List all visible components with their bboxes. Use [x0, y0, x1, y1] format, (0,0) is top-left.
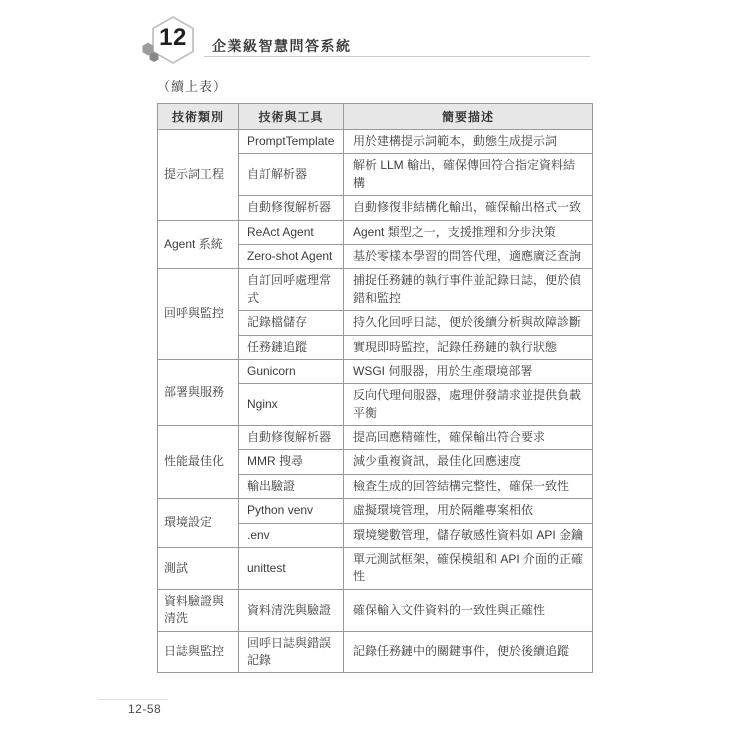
tool-cell: 輸出驗證: [239, 474, 344, 498]
tool-cell: 自訂回呼處理常式: [239, 269, 344, 311]
category-cell: 環境設定: [158, 499, 239, 548]
tool-cell: .env: [239, 523, 344, 547]
description-cell: 解析 LLM 輸出，確保傳回符合指定資料結構: [344, 154, 593, 196]
tool-cell: Zero-shot Agent: [239, 244, 344, 268]
tool-cell: 資料清洗與驗證: [239, 589, 344, 631]
table-body: [158, 130, 593, 673]
description-cell: 記錄任務鏈中的關鍵事件，便於後續追蹤: [344, 631, 593, 673]
description-cell: 檢查生成的回答結構完整性，確保一致性: [344, 474, 593, 498]
description-cell: 虛擬環境管理，用於隔離專案相依: [344, 499, 593, 523]
description-cell: 確保輸入文件資料的一致性與正確性: [344, 589, 593, 631]
table-row: [158, 499, 593, 523]
continued-note: （續上表）: [157, 79, 228, 94]
tool-cell: unittest: [239, 548, 344, 590]
tool-cell: 自訂解析器: [239, 154, 344, 196]
tool-cell: Python venv: [239, 499, 344, 523]
table-row: [158, 130, 593, 154]
chapter-number: 12: [159, 24, 187, 51]
footer-divider: [98, 699, 168, 700]
tool-cell: Nginx: [239, 384, 344, 426]
tool-cell: MMR 搜尋: [239, 450, 344, 474]
tool-cell: Gunicorn: [239, 359, 344, 383]
description-cell: 反向代理伺服器，處理併發請求並提供負載平衡: [344, 384, 593, 426]
column-header-category: 技術類別: [158, 104, 239, 130]
table-row: [158, 220, 593, 244]
category-cell: 日誌與監控: [158, 631, 239, 673]
description-cell: 實現即時監控，記錄任務鏈的執行狀態: [344, 335, 593, 359]
table-row: [158, 589, 593, 631]
description-cell: 捕捉任務鏈的執行事件並記錄日誌，便於偵錯和監控: [344, 269, 593, 311]
chapter-title: 企業級智慧問答系統: [212, 38, 352, 54]
description-cell: 提高回應精確性，確保輸出符合要求: [344, 426, 593, 450]
tool-cell: 記錄檔儲存: [239, 311, 344, 335]
table-header-row: [158, 104, 593, 130]
table-row: [158, 548, 593, 590]
category-cell: 回呼與監控: [158, 269, 239, 360]
description-cell: 持久化回呼日誌，便於後續分析與故障診斷: [344, 311, 593, 335]
tool-cell: 自動修復解析器: [239, 196, 344, 220]
category-cell: Agent 系統: [158, 220, 239, 269]
description-cell: 減少重複資訊，最佳化回應速度: [344, 450, 593, 474]
description-cell: 單元測試框架，確保模組和 API 介面的正確性: [344, 548, 593, 590]
header-divider: [204, 56, 590, 57]
description-cell: Agent 類型之一，支援推理和分步決策: [344, 220, 593, 244]
category-cell: 性能最佳化: [158, 426, 239, 499]
description-cell: 用於建構提示詞範本，動態生成提示詞: [344, 130, 593, 154]
technology-table: [157, 103, 593, 673]
category-cell: 測試: [158, 548, 239, 590]
tool-cell: 回呼日誌與錯誤記錄: [239, 631, 344, 673]
description-cell: 自動修復非結構化輸出，確保輸出格式一致: [344, 196, 593, 220]
category-cell: 資料驗證與清洗: [158, 589, 239, 631]
description-cell: 基於零樣本學習的問答代理，適應廣泛查詢: [344, 244, 593, 268]
tool-cell: PromptTemplate: [239, 130, 344, 154]
table-row: [158, 426, 593, 450]
table-row: [158, 269, 593, 311]
description-cell: WSGI 伺服器，用於生產環境部署: [344, 359, 593, 383]
column-header-tool: 技術與工具: [239, 104, 344, 130]
description-cell: 環境變數管理，儲存敏感性資料如 API 金鑰: [344, 523, 593, 547]
tool-cell: ReAct Agent: [239, 220, 344, 244]
tool-cell: 任務鏈追蹤: [239, 335, 344, 359]
column-header-description: 簡要描述: [344, 104, 593, 130]
tool-cell: 自動修復解析器: [239, 426, 344, 450]
category-cell: 部署與服務: [158, 359, 239, 425]
table-row: [158, 359, 593, 383]
table-row: [158, 631, 593, 673]
category-cell: 提示詞工程: [158, 130, 239, 221]
page-number: 12-58: [128, 702, 162, 716]
